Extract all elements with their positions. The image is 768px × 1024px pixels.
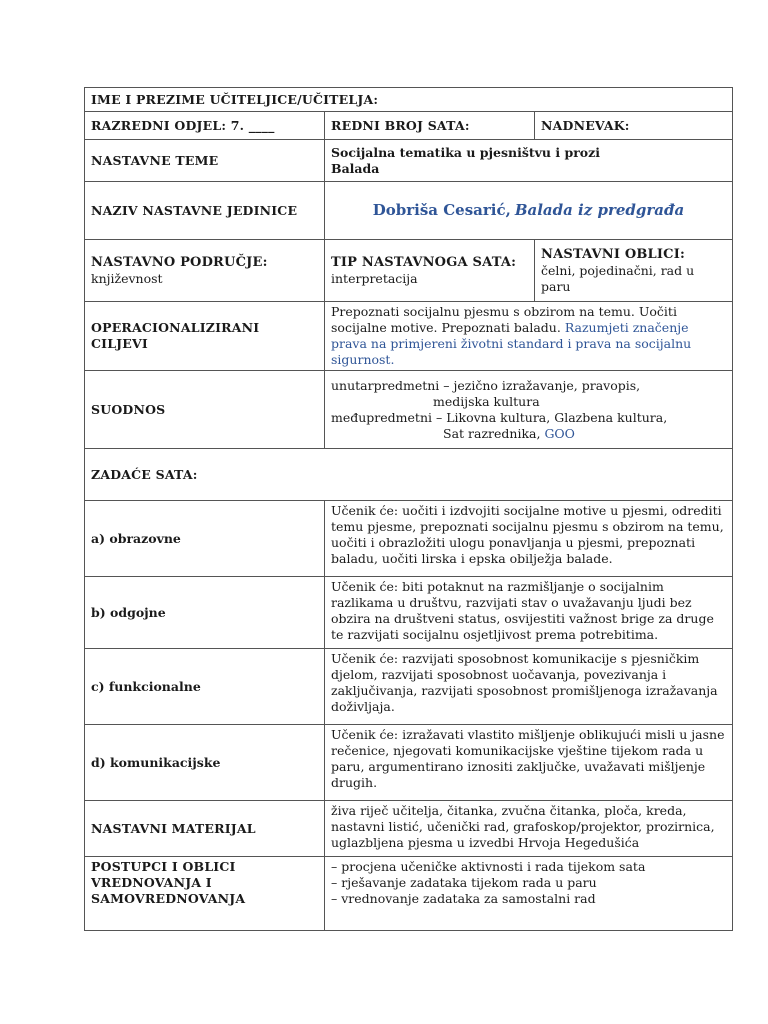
- tasks-communication-row: [85, 725, 733, 801]
- date-label: NADNEVAK:: [535, 112, 733, 140]
- evaluation-label-cell: [85, 857, 325, 931]
- type-cell: [325, 240, 535, 302]
- functional-text: Učenik će: razvijati sposobnost komunikacije s pjesničkim djelom, razvijati sposobnost uočavanja, povezivanja i zaključivanja, razvijati sposobnost promišljenoga izražavanja doživljaja.: [325, 649, 733, 725]
- correlation-line1: unutarpredmetni – jezično izražavanje, pravopis,: [331, 377, 641, 393]
- unit-row: [85, 182, 733, 240]
- communication-label: d) komunikacijske: [85, 725, 325, 801]
- themes-line2: Balada: [331, 160, 380, 176]
- tasks-heading-row: [85, 449, 733, 501]
- teacher-label: IME I PREZIME UČITELJICE/UČITELJA:: [85, 88, 733, 112]
- class-row: [85, 112, 733, 140]
- evaluation-item-2: – rješavanje zadataka tijekom rada u paru: [331, 875, 597, 890]
- type-value: interpretacija: [331, 270, 418, 286]
- unit-label: NAZIV NASTAVNE JEDINICE: [85, 182, 325, 240]
- area-label: NASTAVNO PODRUČJE:: [91, 254, 268, 270]
- lesson-number-label: REDNI BROJ SATA:: [325, 112, 535, 140]
- tasks-educational-row: [85, 501, 733, 577]
- educational-text: Učenik će: uočiti i izdvojiti socijalne motive u pjesmi, odrediti temu pjesme, prepoznati socijalnu pjesmu s obzirom na temu, uočiti i obrazložiti ulogu ponavljanja u pjesmi, prepoznati baladu, uočiti lirska i epska obilježja balade.: [325, 501, 733, 577]
- themes-label: NASTAVNE TEME: [85, 140, 325, 182]
- unit-work: Balada iz predgrađa: [514, 201, 685, 219]
- tasks-upbringing-row: [85, 577, 733, 649]
- class-label: RAZREDNI ODJEL:: [91, 117, 227, 133]
- correlation-value: [325, 371, 733, 449]
- correlation-goo: GOO: [544, 425, 575, 441]
- evaluation-list: [325, 857, 733, 931]
- communication-text: Učenik će: izražavati vlastito mišljenje oblikujući misli u jasne rečenice, njegovati komunikacijske vještine tijekom rada u paru, argumentirano iznositi zaključke, uvažavati mišljenje drugih.: [325, 725, 733, 801]
- evaluation-item-1: – procjena učeničke aktivnosti i rada tijekom sata: [331, 859, 646, 874]
- upbringing-label: b) odgojne: [85, 577, 325, 649]
- type-label: TIP NASTAVNOGA SATA:: [331, 254, 517, 270]
- evaluation-label-line2: VREDNOVANJA I: [91, 875, 212, 890]
- goals-row: [85, 302, 733, 371]
- evaluation-label-line3: SAMOVREDNOVANJA: [91, 891, 246, 906]
- area-row: [85, 240, 733, 302]
- tasks-label: ZADAĆE SATA:: [85, 449, 733, 501]
- educational-label: a) obrazovne: [85, 501, 325, 577]
- area-cell: [85, 240, 325, 302]
- themes-line1: Socijalna tematika u pjesništvu i prozi: [331, 144, 600, 160]
- functional-label: c) funkcionalne: [85, 649, 325, 725]
- materials-label: NASTAVNI MATERIJAL: [85, 801, 325, 857]
- unit-author: Dobriša Cesarić,: [372, 201, 511, 219]
- goals-label-line2: CILJEVI: [91, 336, 148, 351]
- themes-value: [325, 140, 733, 182]
- forms-label: NASTAVNI OBLICI:: [541, 246, 685, 262]
- materials-text: živa riječ učitelja, čitanka, zvučna čitanka, ploča, kreda, nastavni listić, učenički rad, grafoskop/projektor, prozirnica, uglazbljena pjesma u izvedbi Hrvoja Hegedušića: [325, 801, 733, 857]
- correlation-label: SUODNOS: [85, 371, 325, 449]
- correlation-line2: medijska kultura: [433, 393, 540, 409]
- class-value: 7. ____: [230, 117, 275, 133]
- forms-cell: [535, 240, 733, 302]
- correlation-line4: [331, 426, 726, 442]
- correlation-line3: međupredmetni – Likovna kultura, Glazbena kultura,: [331, 409, 668, 425]
- lesson-plan-table: [84, 87, 733, 931]
- goals-value: [325, 302, 733, 371]
- tasks-functional-row: [85, 649, 733, 725]
- goals-label-line1: OPERACIONALIZIRANI: [91, 320, 260, 335]
- goals-text: Prepoznati socijalnu pjesmu s obzirom na temu. Uočiti socijalne motive. Prepoznati baladu.: [331, 304, 677, 335]
- goals-label-cell: [85, 302, 325, 371]
- materials-row: [85, 801, 733, 857]
- class-cell: [85, 112, 325, 140]
- evaluation-label-line1: POSTUPCI I OBLICI: [91, 859, 236, 874]
- correlation-row: [85, 371, 733, 449]
- upbringing-text: Učenik će: biti potaknut na razmišljanje o socijalnim razlikama u društvu, razvijati stav o uvažavanju ljudi bez obzira na društveni status, osvijestiti važnost brige za druge te razvijati socijalnu osjetljivost prema potrebitima.: [325, 577, 733, 649]
- forms-value: čelni, pojedinačni, rad u paru: [541, 262, 695, 294]
- goals-text-blue: Razumjeti značenje prava na primjereni životni standard i prava na socijalnu sigurnost.: [331, 320, 692, 367]
- teacher-row: [85, 88, 733, 112]
- themes-row: [85, 140, 733, 182]
- area-value: književnost: [91, 270, 163, 286]
- unit-title-cell: [325, 182, 733, 240]
- evaluation-row: [85, 857, 733, 931]
- correlation-line4-text: Sat razrednika,: [443, 425, 541, 441]
- evaluation-item-3: – vrednovanje zadataka za samostalni rad: [331, 891, 596, 906]
